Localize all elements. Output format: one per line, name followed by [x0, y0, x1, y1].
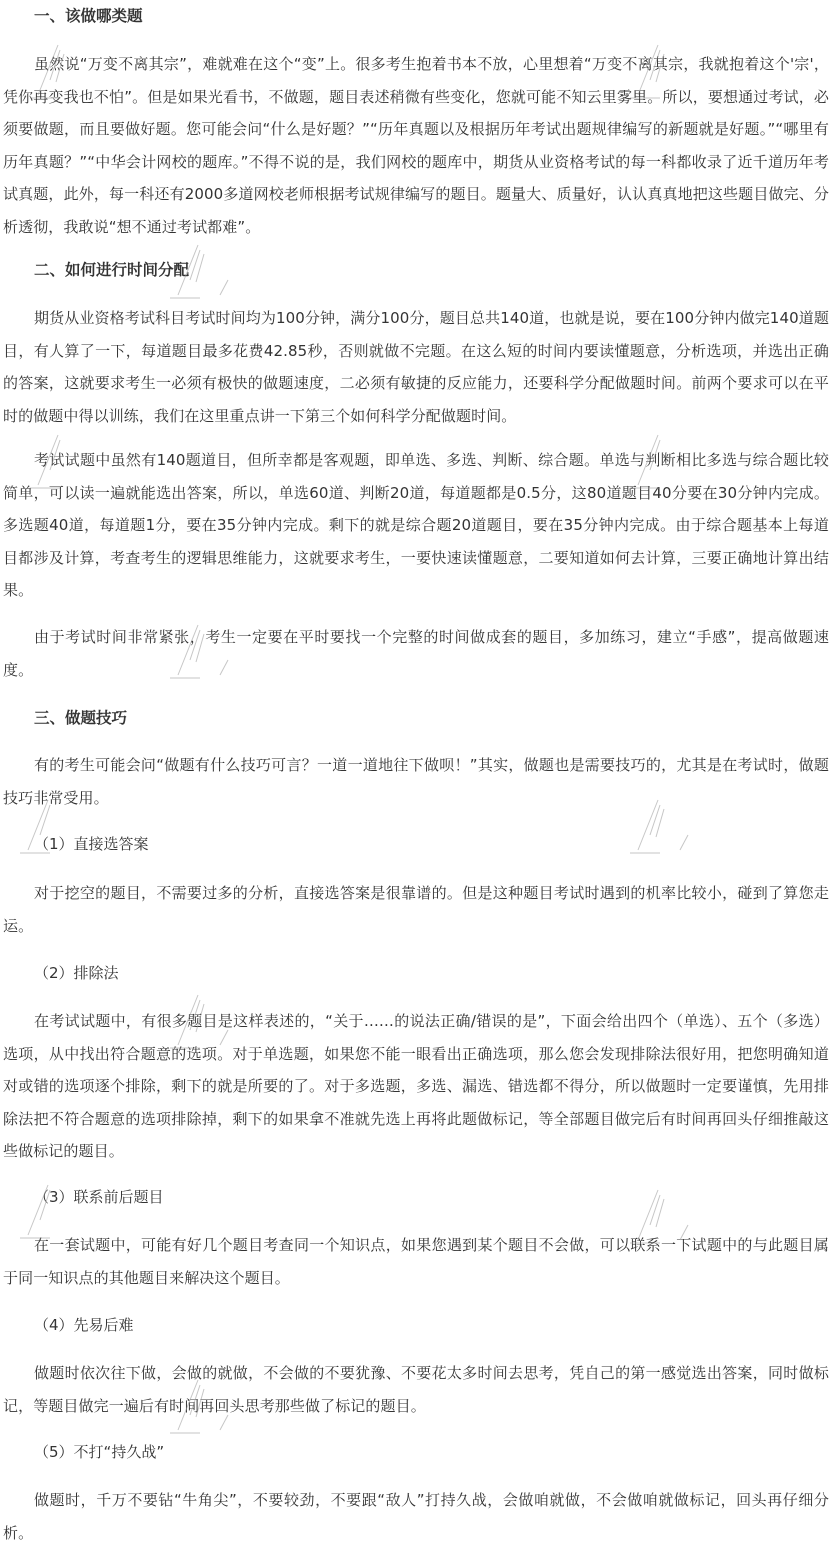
- tip-title-5: （5）不打“持久战”: [34, 1443, 165, 1461]
- paragraph: 在一套试题中，可能有好几个题目考查同一个知识点，如果您遇到某个题目不会做，可以联系一下试题中的与此题目属于同一知识点的其他题目来解决这个题目。: [3, 1236, 829, 1287]
- section-heading-3: 三、做题技巧: [34, 709, 128, 727]
- paragraph: 期货从业资格考试科目考试时间均为100分钟，满分100分，题目总共140道，也就是说，要在100分钟内做完140道题目，有人算了一下，每道题目最多花费42.85秒，否则就做不完题。在这么短的时间内要读懂题意，分析选项，并选出正确的答案，这就要求考生一必须有极快的做题速度，二必须有敏捷的反应能力，还要科学分配做题时间。前两个要求可以在平时的做题中得以训练，我们在这里重点讲一下第三个如何科学分配做题时间。: [3, 309, 829, 425]
- paragraph: 虽然说“万变不离其宗”，难就难在这个“变”上。很多考生抱着书本不放，心里想着“万变不离其宗，我就抱着这个'宗'，凭你再变我也不怕”。但是如果光看书，不做题，题目表述稍微有些变化，您就可能不知云里雾里。所以，要想通过考试，必须要做题，而且要做好题。您可能会问“什么是好题？”“历年真题以及根据历年考试出题规律编写的新题就是好题。”“哪里有历年真题？”“中华会计网校的题库。”不得不说的是，我们网校的题库中，期货从业资格考试的每一科都收录了近千道历年考试真题，此外，每一科还有2000多道网校老师根据考试规律编写的题目。题量大、质量好，认认真真地把这些题目做完、分析透彻，我敢说“想不通过考试都难”。: [3, 55, 829, 236]
- paragraph: 在考试试题中，有很多题目是这样表述的，“关于……的说法正确/错误的是”，下面会给出四个（单选）、五个（多选）选项，从中找出符合题意的选项。对于单选题，如果您不能一眼看出正确选项，那么您会发现排除法很好用，把您明确知道对或错的选项逐个排除，剩下的就是所要的了。对于多选题，多选、漏选、错选都不得分，所以做题时一定要谨慎，先用排除法把不符合题意的选项排除掉，剩下的如果拿不准就先选上再将此题做标记，等全部题目做完后有时间再回头仔细推敲这些做标记的题目。: [3, 1012, 829, 1160]
- tip-title-2: （2）排除法: [34, 964, 119, 982]
- paragraph: 由于考试时间非常紧张，考生一定要在平时要找一个完整的时间做成套的题目，多加练习，建立“手感”，提高做题速度。: [3, 628, 829, 679]
- tip-title-4: （4）先易后难: [34, 1316, 134, 1334]
- paragraph: 做题时依次往下做，会做的就做，不会做的不要犹豫、不要花太多时间去思考，凭自己的第一感觉选出答案，同时做标记，等题目做完一遍后有时间再回头思考那些做了标记的题目。: [3, 1364, 829, 1415]
- paragraph: 有的考生可能会问“做题有什么技巧可言？一道一道地往下做呗！”其实，做题也是需要技巧的，尤其是在考试时，做题技巧非常受用。: [3, 756, 829, 807]
- paragraph: 对于挖空的题目，不需要过多的分析，直接选答案是很靠谱的。但是这种题目考试时遇到的机率比较小，碰到了算您走运。: [3, 884, 829, 935]
- tip-title-3: （3）联系前后题目: [34, 1188, 164, 1206]
- paragraph: 考试试题中虽然有140题道目，但所幸都是客观题，即单选、多选、判断、综合题。单选与判断相比多选与综合题比较简单，可以读一遍就能选出答案，所以，单选60道、判断20道，每道题都是0.5分，这80道题目40分要在30分钟内完成。多选题40道，每道题1分，要在35分钟内完成。剩下的就是综合题20道题目，要在35分钟内完成。由于综合题基本上每道目都涉及计算，考查考生的逻辑思维能力，这就要求考生，一要快速读懂题意，二要知道如何去计算，三要正确地计算出结果。: [3, 451, 829, 599]
- paragraph: 做题时，千万不要钻“牛角尖”，不要较劲，不要跟“敌人”打持久战，会做咱就做，不会做咱就做标记，回头再仔细分析。: [3, 1491, 829, 1542]
- section-heading-2: 二、如何进行时间分配: [34, 261, 190, 279]
- tip-title-1: （1）直接选答案: [34, 835, 149, 853]
- section-heading-1: 一、该做哪类题: [34, 7, 143, 25]
